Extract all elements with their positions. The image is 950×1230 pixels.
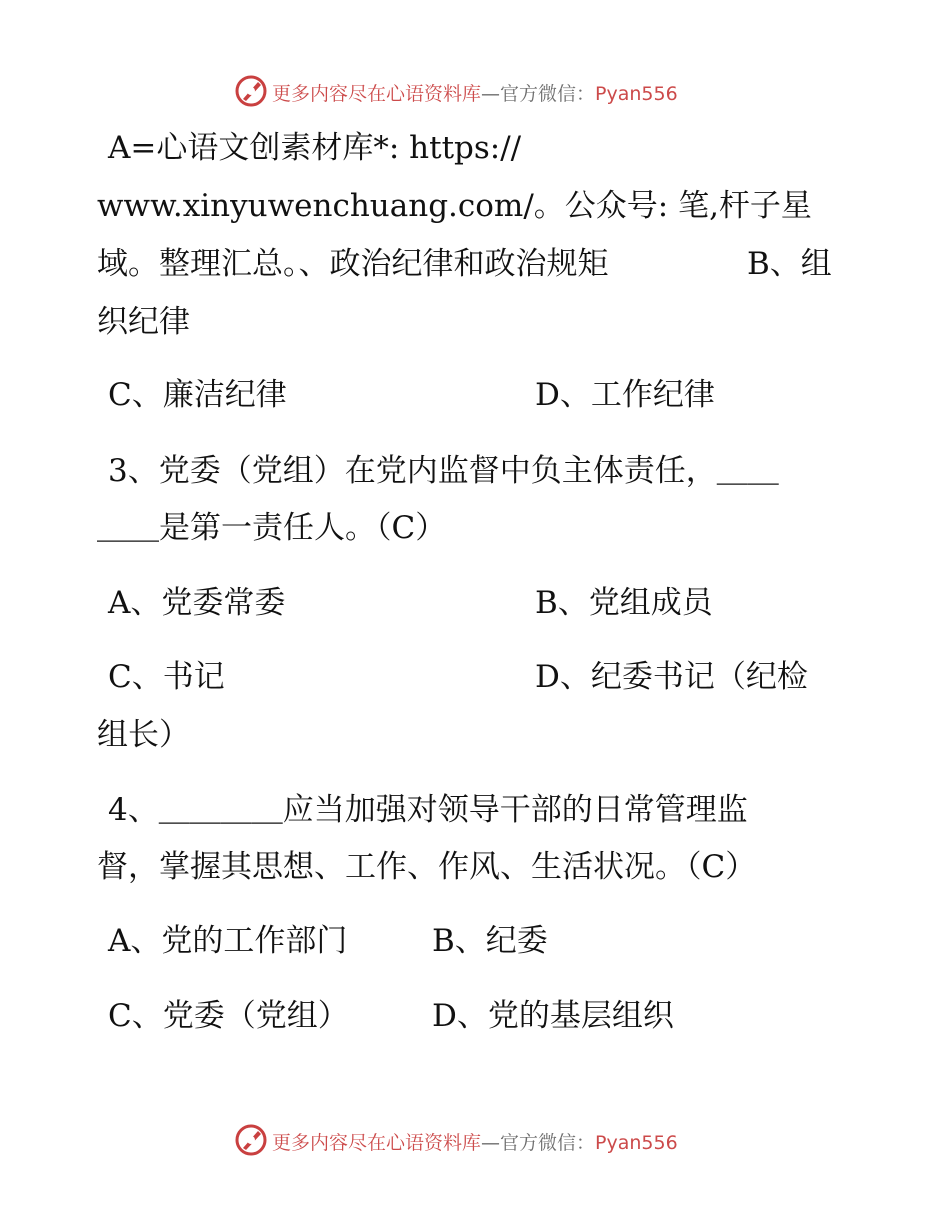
text-line-3: 域。整理汇总。、政治纪律和政治规矩: [97, 246, 609, 282]
q2-option-c: C、廉洁纪律: [108, 377, 287, 413]
watermark-wechat-id: Pyan556: [595, 1132, 678, 1154]
watermark-text: [272, 79, 678, 106]
q4-stem-line-2: 督，掌握其思想、工作、作风、生活状况。（C）: [97, 849, 757, 885]
text-line-4: 织纪律: [97, 304, 190, 340]
watermark-dash: —: [481, 83, 501, 105]
q3-stem-line-1: 3、党委（党组）在党内监督中负主体责任，＿＿: [108, 453, 779, 489]
bottom-watermark: [0, 1120, 950, 1160]
watermark-wechat-label: 官方微信：: [500, 1132, 596, 1154]
text-line-1: A=心语文创素材库*: https://: [108, 130, 522, 166]
pen-logo-icon: [234, 1123, 268, 1157]
watermark-brand: 更多内容尽在心语资料库: [272, 83, 482, 105]
watermark-dash: —: [481, 1132, 501, 1154]
q4-option-c: C、党委（党组）: [108, 998, 349, 1034]
pen-logo-icon: [234, 74, 268, 108]
top-watermark: [0, 71, 950, 111]
q3-option-a: A、党委常委: [108, 585, 286, 621]
text-line-2: www.xinyuwenchuang.com/。公众号: 笔,杆子星: [97, 188, 812, 224]
q3-option-c: C、书记: [108, 659, 225, 695]
watermark-wechat-id: Pyan556: [595, 83, 678, 105]
watermark-wechat-label: 官方微信：: [500, 83, 596, 105]
q2-option-d: D、工作纪律: [535, 377, 715, 413]
q4-option-a: A、党的工作部门: [108, 923, 348, 959]
q4-option-d: D、党的基层组织: [432, 998, 674, 1034]
q4-stem-line-1: 4、＿＿＿＿应当加强对领导干部的日常管理监: [108, 792, 748, 828]
watermark-text: [272, 1128, 678, 1155]
q3-option-b: B、党组成员: [535, 585, 713, 621]
q3-option-d: D、纪委书记（纪检: [535, 659, 808, 695]
q4-option-b: B、纪委: [432, 923, 548, 959]
q3-stem-line-2: ＿＿是第一责任人。（C）: [97, 510, 447, 546]
watermark-brand: 更多内容尽在心语资料库: [272, 1132, 482, 1154]
q3-option-d-continued: 组长）: [97, 717, 190, 753]
option-b-prefix: B、组: [747, 246, 832, 282]
